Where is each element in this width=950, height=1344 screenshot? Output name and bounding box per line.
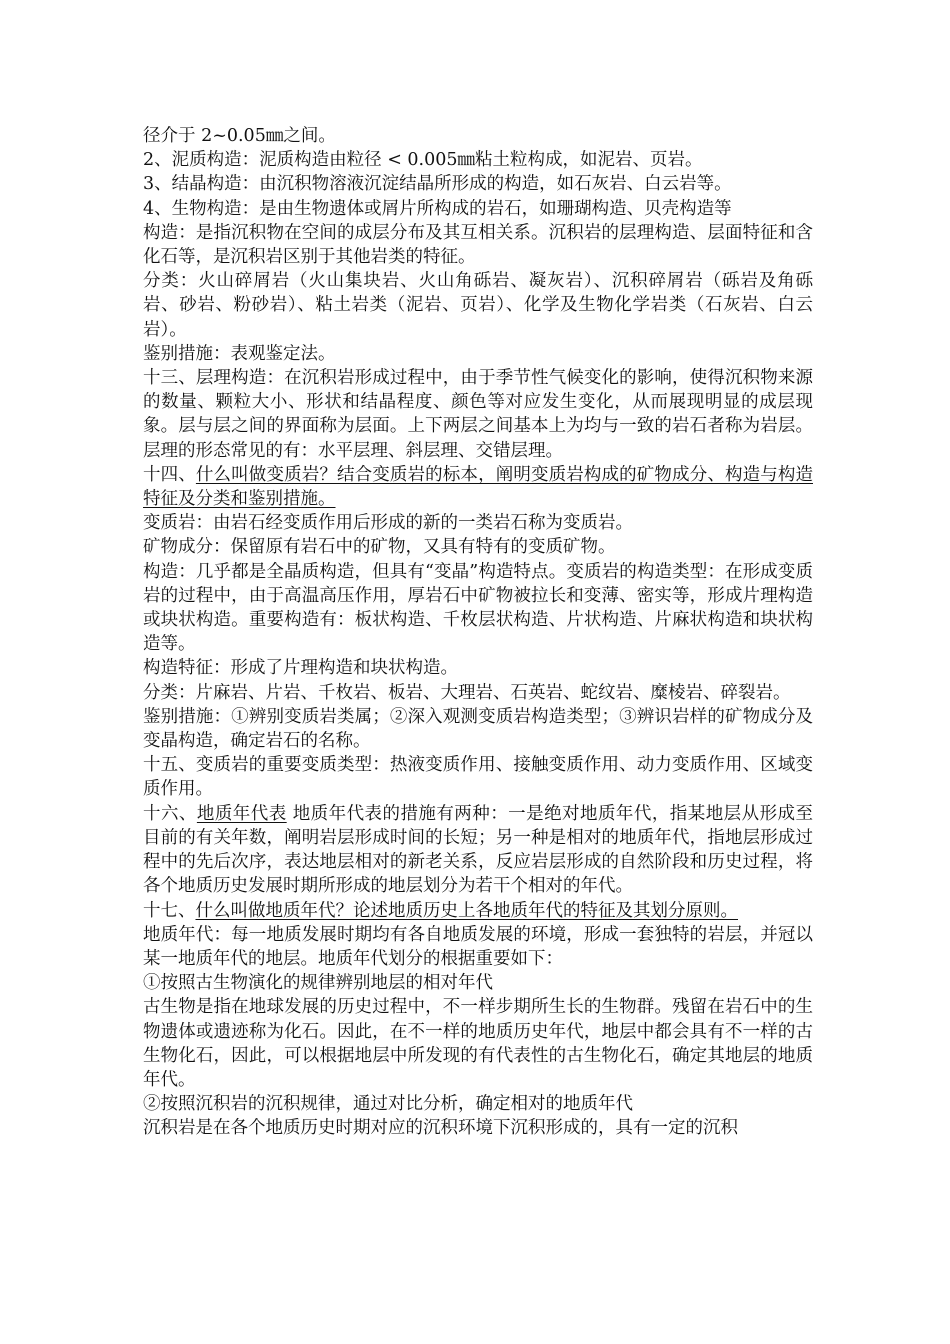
paragraph-text: 十四、 (143, 464, 196, 485)
underlined-heading-text: 地质年代表 (196, 803, 287, 824)
paragraph-text: 3、结晶构造：由沉积物溶液沉淀结晶所形成的构造，如石灰岩、白云岩等。 (143, 174, 732, 195)
underlined-heading-text: 什么叫做变质岩？结合变质岩的标本，阐明变质岩构成的矿物成分、构造与构造特征及分类和鉴别措施。 (143, 464, 813, 510)
paragraph-text: 矿物成分：保留原有岩石中的矿物，又具有特有的变质矿物。 (143, 537, 616, 558)
paragraph-text: 4、生物构造：是由生物遗体或屑片所构成的岩石，如珊瑚构造、贝壳构造等 (143, 198, 732, 219)
paragraph-text: 十六、 (143, 803, 197, 824)
paragraph-text: 十五、变质岩的重要变质类型：热液变质作用、接触变质作用、动力变质作用、区域变质作用。 (143, 755, 813, 800)
paragraph-p0 (143, 124, 813, 148)
paragraph-p7 (143, 366, 813, 463)
paragraph-p6 (143, 342, 813, 366)
paragraph-p22 (143, 1116, 813, 1140)
paragraph-text: 鉴别措施：表观鉴定法。 (143, 343, 336, 364)
paragraph-p21 (143, 1092, 813, 1116)
paragraph-p18 (143, 923, 813, 971)
paragraph-text: 沉积岩是在各个地质历史时期对应的沉积环境下沉积形成的，具有一定的沉积 (143, 1118, 738, 1139)
paragraph-p2 (143, 172, 813, 196)
paragraph-text: 鉴别措施：①辨别变质岩类属；②深入观测变质岩构造类型；③辨识岩样的矿物成分及变晶构造，确定岩石的名称。 (143, 706, 813, 752)
paragraph-text: 分类：火山碎屑岩（火山集块岩、火山角砾岩、凝灰岩）、沉积碎屑岩（砾岩及角砾岩、砂岩、粉砂岩）、粘土岩类（泥岩、页岩）、化学及生物化学岩类（石灰岩、白云岩）。 (143, 271, 813, 340)
paragraph-p15 (143, 753, 813, 801)
paragraph-p8 (143, 463, 813, 511)
paragraph-text: ②按照沉积岩的沉积规律，通过对比分析，确定相对的地质年代 (143, 1094, 633, 1115)
paragraph-text: 构造：是指沉积物在空间的成层分布及其互相关系。沉积岩的层理构造、层面特征和含化石等，是沉积岩区别于其他岩类的特征。 (143, 222, 813, 268)
paragraph-p5 (143, 269, 813, 342)
paragraph-p12 (143, 656, 813, 680)
paragraph-text: 分类：片麻岩、片岩、千枚岩、板岩、大理岩、石英岩、蛇纹岩、糜棱岩、碎裂岩。 (143, 682, 791, 703)
paragraph-p16 (143, 802, 813, 899)
paragraph-p4 (143, 221, 813, 269)
paragraph-p13 (143, 681, 813, 705)
paragraph-text: 古生物是指在地球发展的历史过程中，不一样步期所生长的生物群。残留在岩石中的生物遗体或遗迹称为化石。因此，在不一样的地质历史年代，地层中都会具有不一样的古生物化石，因此，可以根据地层中所发现的有代表性的古生物化石，确定其地层的地质年代。 (143, 997, 813, 1090)
paragraph-text: ①按照古生物演化的规律辨别地层的相对年代 (143, 973, 493, 994)
underlined-heading-text: 什么叫做地质年代？论述地质历史上各地质年代的特征及其划分原则。 (195, 900, 738, 921)
paragraph-text: 构造特征：形成了片理构造和块状构造。 (143, 658, 458, 679)
paragraph-p1 (143, 148, 813, 172)
paragraph-p11 (143, 560, 813, 657)
paragraph-p17 (143, 899, 813, 923)
paragraph-text: 地质年代表的措施有两种：一是绝对地质年代，指某地层从形成至目前的有关年数，阐明岩层形成时间的长短；另一种是相对的地质年代，指地层形成过程中的先后次序，表达地层相对的新老关系，反应岩层形成的自然阶段和历史过程，将各个地质历史发展时期所形成的地层划分为若干个相对的年代。 (143, 803, 814, 897)
paragraph-text: 变质岩：由岩石经变质作用后形成的新的一类岩石称为变质岩。 (143, 513, 633, 534)
paragraph-text: 构造：几乎都是全晶质构造，但具有“变晶”构造特点。变质岩的构造类型：在形成变质岩的过程中，由于高温高压作用，厚岩石中矿物被拉长和变薄、密实等，形成片理构造或块状构造。重要构造有：板状构造、千枚层状构造、片状构造、片麻状构造和块状构造等。 (143, 561, 813, 655)
paragraph-p10 (143, 535, 813, 559)
document-page (143, 124, 813, 1141)
paragraph-text: 2、泥质构造：泥质构造由粒径 < 0.005㎜粘土粒构成，如泥岩、页岩。 (143, 150, 703, 171)
paragraph-p9 (143, 511, 813, 535)
paragraph-p14 (143, 705, 813, 753)
paragraph-text: 十三、层理构造：在沉积岩形成过程中，由于季节性气候变化的影响，使得沉积物来源的数量、颗粒大小、形状和结晶程度、颜色等对应发生变化，从而展现明显的成层现象。层与层之间的界面称为层面。上下两层之间基本上为均与一致的岩石者称为岩层。层理的形态常见的有：水平层理、斜层理、交错层理。 (143, 368, 813, 461)
paragraph-p20 (143, 995, 813, 1092)
paragraph-p3 (143, 197, 813, 221)
paragraph-text: 径介于 2~0.05㎜之间。 (143, 126, 336, 146)
paragraph-text: 十七、 (143, 900, 196, 921)
paragraph-p19 (143, 971, 813, 995)
paragraph-text: 地质年代：每一地质发展时期均有各自地质发展的环境，形成一套独特的岩层，并冠以某一地质年代的地层。地质年代划分的根据重要如下： (143, 924, 813, 969)
